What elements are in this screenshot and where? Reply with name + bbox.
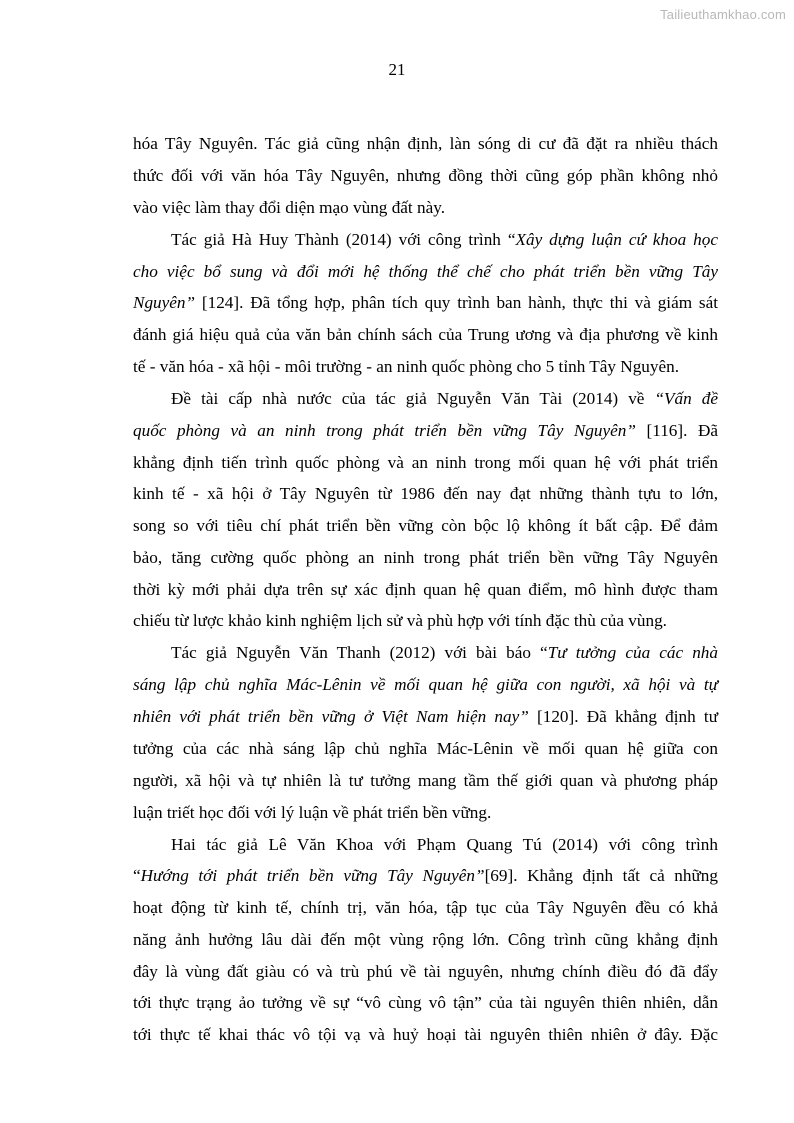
text-line: Hai tác giả Lê Văn Khoa với Phạm Quang Tú (2014) với công trình [171, 835, 718, 854]
text-line: năng ảnh hưởng lâu dài đến một vùng rộng lớn. Công trình cũng khẳng định [133, 930, 718, 949]
text-line: tưởng của các nhà sáng lập chủ nghĩa Mác-Lênin về mối quan hệ giữa con [133, 739, 718, 758]
text-run: [120]. Đã khẳng định tư [528, 707, 719, 726]
text-run: Tác giả Hà Huy Thành (2014) với công trình “ [171, 230, 516, 249]
text-run: Đề tài cấp nhà nước của tác giả Nguyễn Văn Tài (2014) về [171, 389, 655, 408]
text-line: chiếu từ lược khảo kinh nghiệm lịch sử và phù hợp với tính đặc thù của vùng. [133, 611, 667, 630]
italic-title: “Vấn đề [654, 389, 718, 408]
text-line [171, 641, 718, 665]
text-run: “ [133, 866, 141, 885]
text-line [133, 673, 718, 697]
text-run: [116]. Đã [635, 421, 718, 440]
italic-title: Xây dựng luận cứ khoa học [515, 230, 718, 249]
text-line [171, 228, 718, 252]
text-run: [124]. Đã tổng hợp, phân tích quy trình ban hành, thực thi và giám sát [195, 293, 718, 312]
text-line: thức đối với văn hóa Tây Nguyên, nhưng đồng thời cũng góp phần không nhỏ [133, 166, 718, 185]
italic-title: sáng lập chủ nghĩa Mác-Lênin về mối quan hệ giữa con người, xã hội và tự [133, 675, 718, 694]
italic-title: cho việc bổ sung và đổi mới hệ thống thể chế cho phát triển bền vững Tây [133, 262, 718, 281]
text-line [133, 291, 718, 315]
text-line: khẳng định tiến trình quốc phòng và an ninh trong mối quan hệ với phát triển [133, 453, 718, 472]
text-line: người, xã hội và tự nhiên là tư tưởng mang tầm thế giới quan và phương pháp [133, 771, 718, 790]
text-line [133, 260, 718, 284]
text-line: vào việc làm thay đổi diện mạo vùng đất này. [133, 198, 445, 217]
text-line: đánh giá hiệu quả của văn bản chính sách của Trung ương và địa phương về kinh [133, 325, 718, 344]
italic-title: Tư tưởng của các nhà [547, 643, 718, 662]
italic-title: quốc phòng và an ninh trong phát triển bền vững Tây Nguyên” [133, 421, 636, 440]
text-line [171, 387, 718, 411]
text-line: đây là vùng đất giàu có và trù phú về tài nguyên, nhưng chính điều đó đã đẩy [133, 962, 718, 981]
text-line: luận triết học đối với lý luận về phát triển bền vững. [133, 803, 492, 822]
text-line [133, 419, 718, 443]
text-line: tới thực trạng ảo tưởng về sự “vô cùng vô tận” của tài nguyên thiên nhiên, dẫn [133, 993, 718, 1012]
page-number: 21 [388, 60, 406, 79]
watermark: Tailieuthamkhao.com [660, 7, 786, 22]
text-line [133, 864, 718, 888]
text-run: Tác giả Nguyễn Văn Thanh (2012) với bài báo “ [171, 643, 548, 662]
text-line: tới thực tế khai thác vô tội vạ và huỷ hoại tài nguyên thiên nhiên ở đây. Đặc [133, 1025, 718, 1044]
text-line: thời kỳ mới phải dựa trên sự xác định quan hệ quan điểm, mô hình được tham [133, 580, 718, 599]
italic-title: Hướng tới phát triển bền vững Tây Nguyên” [140, 866, 485, 885]
text-line [133, 705, 718, 729]
text-line: bảo, tăng cường quốc phòng an ninh trong phát triển bền vững Tây Nguyên [133, 548, 718, 567]
text-run: [69]. Khẳng định tất cả những [484, 866, 718, 885]
text-line: hóa Tây Nguyên. Tác giả cũng nhận định, làn sóng di cư đã đặt ra nhiều thách [133, 134, 718, 153]
text-line: tế - văn hóa - xã hội - môi trường - an ninh quốc phòng cho 5 tỉnh Tây Nguyên. [133, 357, 680, 376]
text-line: kinh tế - xã hội ở Tây Nguyên từ 1986 đến nay đạt những thành tựu to lớn, [133, 484, 718, 503]
italic-title: Nguyên” [133, 293, 196, 312]
text-line: song so với tiêu chí phát triển bền vững còn bộc lộ không ít bất cập. Để đảm [133, 516, 718, 535]
text-line: hoạt động từ kinh tế, chính trị, văn hóa, tập tục của Tây Nguyên đều có khả [133, 898, 718, 917]
italic-title: nhiên với phát triển bền vững ở Việt Nam hiện nay” [133, 707, 529, 726]
